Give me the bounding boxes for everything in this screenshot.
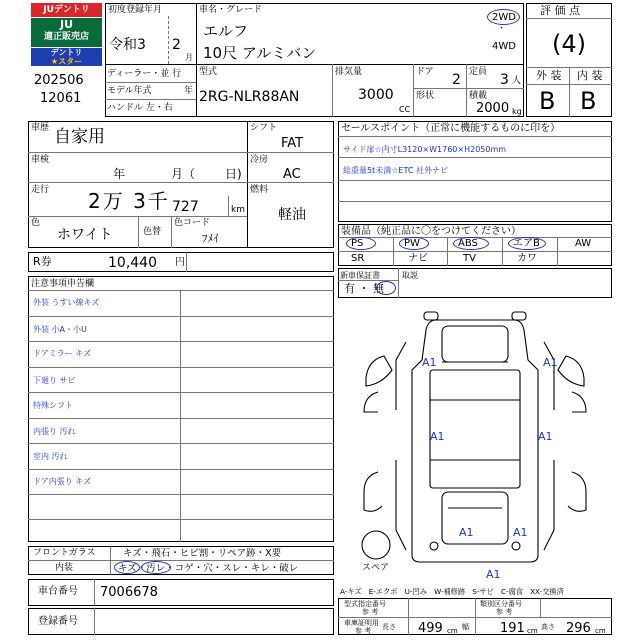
warranty-value: 有 ・ 無	[344, 282, 384, 295]
notes-rule	[28, 494, 334, 495]
note-item: 内張り 汚れ	[33, 427, 76, 436]
note-item: ドア内張り キズ	[33, 477, 92, 486]
interior-score: B	[580, 87, 597, 115]
inspection-day: 日)	[225, 167, 242, 181]
registration-label: 登録番号	[38, 616, 78, 627]
ac-label: 冷房	[250, 155, 269, 165]
cert-label: 車庫証明用	[344, 619, 379, 627]
note-item: 外装 小A・小U	[33, 325, 87, 334]
type-label: 型式	[199, 67, 218, 77]
logo-top: JUデントリ	[31, 3, 102, 17]
interior-dirt-circle	[141, 561, 171, 574]
exterior-label: 外 装	[536, 69, 562, 82]
warranty-label: 新車保証書	[340, 271, 380, 280]
inspection-year: 年	[113, 167, 126, 181]
truck-diagram	[338, 300, 612, 582]
ac-value: AC	[283, 167, 301, 182]
selling-label: セールスポイント（正常に機能するものに印を）	[341, 123, 561, 134]
color-label: 色	[31, 218, 41, 228]
interior-items: キズ・汚レ・コゲ・穴・スレ・キレ・破レ	[118, 563, 299, 574]
glass-items: キズ・飛石・ヒビ割・リペア跡・X要	[123, 548, 282, 559]
equip-ps: PS	[351, 238, 364, 249]
height-label: 高さ	[541, 623, 555, 631]
fuel-label: 燃料	[250, 185, 269, 195]
note-item: 特殊シフト	[33, 401, 73, 410]
equip-leather: カワ	[517, 253, 537, 264]
type-cert-ref: 参 考	[362, 608, 379, 616]
mileage-extra: 727	[172, 199, 199, 215]
logo-store: 適正販売店	[43, 32, 89, 42]
notes-rule	[28, 443, 334, 444]
kg-unit: kg	[512, 107, 522, 116]
length-value: 499	[418, 621, 443, 636]
selling-line-1: サイド扉☆内寸L3120×W1760×H2050mm	[343, 145, 507, 154]
model-year-label: モデル年式	[107, 86, 152, 96]
cc-unit: CC	[399, 105, 411, 114]
displacement: 3000	[358, 87, 394, 103]
doors: 2	[452, 72, 461, 88]
lot-number-1: 202506	[34, 73, 84, 88]
load: 2000	[476, 101, 510, 116]
fuel-value: 軽油	[278, 207, 306, 223]
note-item: 外装 うすい線キズ	[33, 298, 100, 307]
usage-label: 車歴	[31, 123, 50, 133]
damage-mark: A1	[543, 356, 558, 369]
note-item: 室内 汚れ	[33, 452, 68, 461]
height-value: 296	[566, 621, 591, 636]
equip-tv: TV	[463, 253, 476, 264]
damage-mark: A1	[513, 526, 528, 539]
height-unit: cm	[595, 627, 606, 635]
shift-label: シフト	[250, 123, 278, 133]
equip-airbag: エアB	[513, 238, 540, 249]
recycle-unit: 円	[175, 257, 185, 268]
mileage-value: 2万 3千	[88, 189, 170, 213]
damage-mark: A1	[538, 430, 553, 443]
lot-number-2: 12061	[40, 91, 82, 106]
length-unit: cm	[447, 627, 458, 635]
logo-dentori: デントリ	[50, 48, 83, 57]
handle-label: ハンドル 左・右	[107, 103, 173, 113]
type-cert-label: 型式指定番号	[344, 600, 386, 608]
interior-cond-label: 内装	[55, 563, 74, 573]
model-code: 2RG-NLR88AN	[199, 89, 300, 105]
damage-mark: A1	[422, 356, 437, 369]
spare-label: スペア	[362, 563, 390, 573]
car-grade: 10尺 アルミバン	[203, 44, 317, 62]
usage-value: 自家用	[54, 127, 105, 147]
drive-dot: ・	[497, 24, 507, 34]
manual-label: 取説	[402, 271, 418, 280]
notes-rule	[28, 367, 334, 368]
capacity-unit: 人	[512, 76, 522, 86]
notes-rule	[28, 341, 334, 342]
month-unit: 月	[185, 53, 193, 62]
equip-pw: PW	[404, 238, 420, 249]
chassis-label: 車台番号	[38, 586, 78, 597]
damage-legend: A-キズ E-エクボ U-凹み W-補修跡 S-サビ C-腐食 XX-交換済	[340, 587, 564, 596]
notes-rule	[28, 469, 334, 470]
mileage-label: 走行	[31, 185, 50, 195]
recycle-label: R券	[33, 255, 52, 268]
logo-bottom	[31, 48, 102, 66]
color-code: ﾌﾒｲ	[202, 232, 219, 245]
damage-mark: A1	[430, 430, 445, 443]
notes-rule	[28, 316, 334, 317]
damage-mark: A1	[459, 526, 474, 539]
car-name-label: 車名・グレード	[199, 5, 263, 15]
model-year-unit: 年	[184, 86, 194, 96]
drive-4wd: 4WD	[492, 41, 516, 52]
width-value: 191	[500, 621, 525, 636]
color-code-label: 色コード	[174, 218, 211, 228]
length-label: 長さ	[382, 623, 396, 631]
glass-label: フロントガラス	[33, 548, 96, 558]
dealer-label: ディーラー・並 行	[107, 69, 182, 79]
notes-label: 注意事項申告欄	[31, 279, 95, 289]
shift-value: FAT	[281, 136, 304, 151]
equip-sr: SR	[351, 253, 365, 264]
interior-label: 内 装	[577, 69, 603, 82]
displacement-label: 排気量	[335, 67, 363, 77]
color-change-label: 色替	[143, 227, 162, 237]
first-reg-label: 初度登録年月	[108, 5, 163, 15]
category-label: 類別区分番号	[480, 600, 522, 608]
interior-scratch-circle	[114, 561, 140, 574]
first-reg-era: 令和3	[109, 37, 146, 53]
inspection-month: 月（	[171, 167, 196, 181]
overall-score: (4)	[552, 30, 586, 58]
inspection-label: 車検	[31, 155, 50, 165]
shape-label: 形状	[416, 91, 435, 101]
car-name: エルフ	[203, 22, 249, 40]
first-reg-month: 2	[172, 37, 181, 53]
note-item: ドアミラー キズ	[33, 349, 92, 358]
damage-mark: A1	[486, 568, 501, 581]
notes-rule	[28, 418, 334, 419]
exterior-score: B	[539, 87, 556, 115]
color-value: ホワイト	[57, 227, 113, 243]
logo	[31, 3, 102, 66]
width-unit: cm	[527, 627, 538, 635]
logo-ju: JU	[59, 18, 74, 31]
load-label: 積載	[469, 91, 488, 101]
chassis-value: 7006678	[100, 585, 158, 600]
equipment-label: 装備品（純正品に〇をつけてください）	[341, 226, 521, 237]
score-label: 評 価 点	[540, 4, 580, 17]
capacity: 3	[500, 72, 509, 88]
recycle-value: 10,440	[108, 255, 157, 271]
category-ref: 参 考	[496, 608, 513, 616]
equip-abs: ABS	[458, 238, 478, 249]
logo-mid	[31, 18, 102, 47]
drive-2wd: 2WD	[492, 12, 516, 23]
warranty-none-circle	[376, 281, 396, 295]
cert-ref: 参 考	[355, 627, 372, 635]
notes-rule	[28, 519, 334, 520]
width-label: 幅	[462, 623, 469, 631]
logo-star: ★スター	[50, 57, 83, 66]
selling-line-2: 総重量5t未満☆ETC 社外ナビ	[343, 166, 448, 175]
note-item: 下廻り サビ	[33, 376, 76, 385]
capacity-label: 定員	[469, 67, 488, 77]
mileage-unit: km	[231, 205, 245, 215]
notes-rule	[28, 392, 334, 393]
equip-aw: AW	[575, 238, 592, 249]
equip-navi: ナビ	[408, 253, 428, 264]
door-label: ドア	[416, 67, 434, 77]
